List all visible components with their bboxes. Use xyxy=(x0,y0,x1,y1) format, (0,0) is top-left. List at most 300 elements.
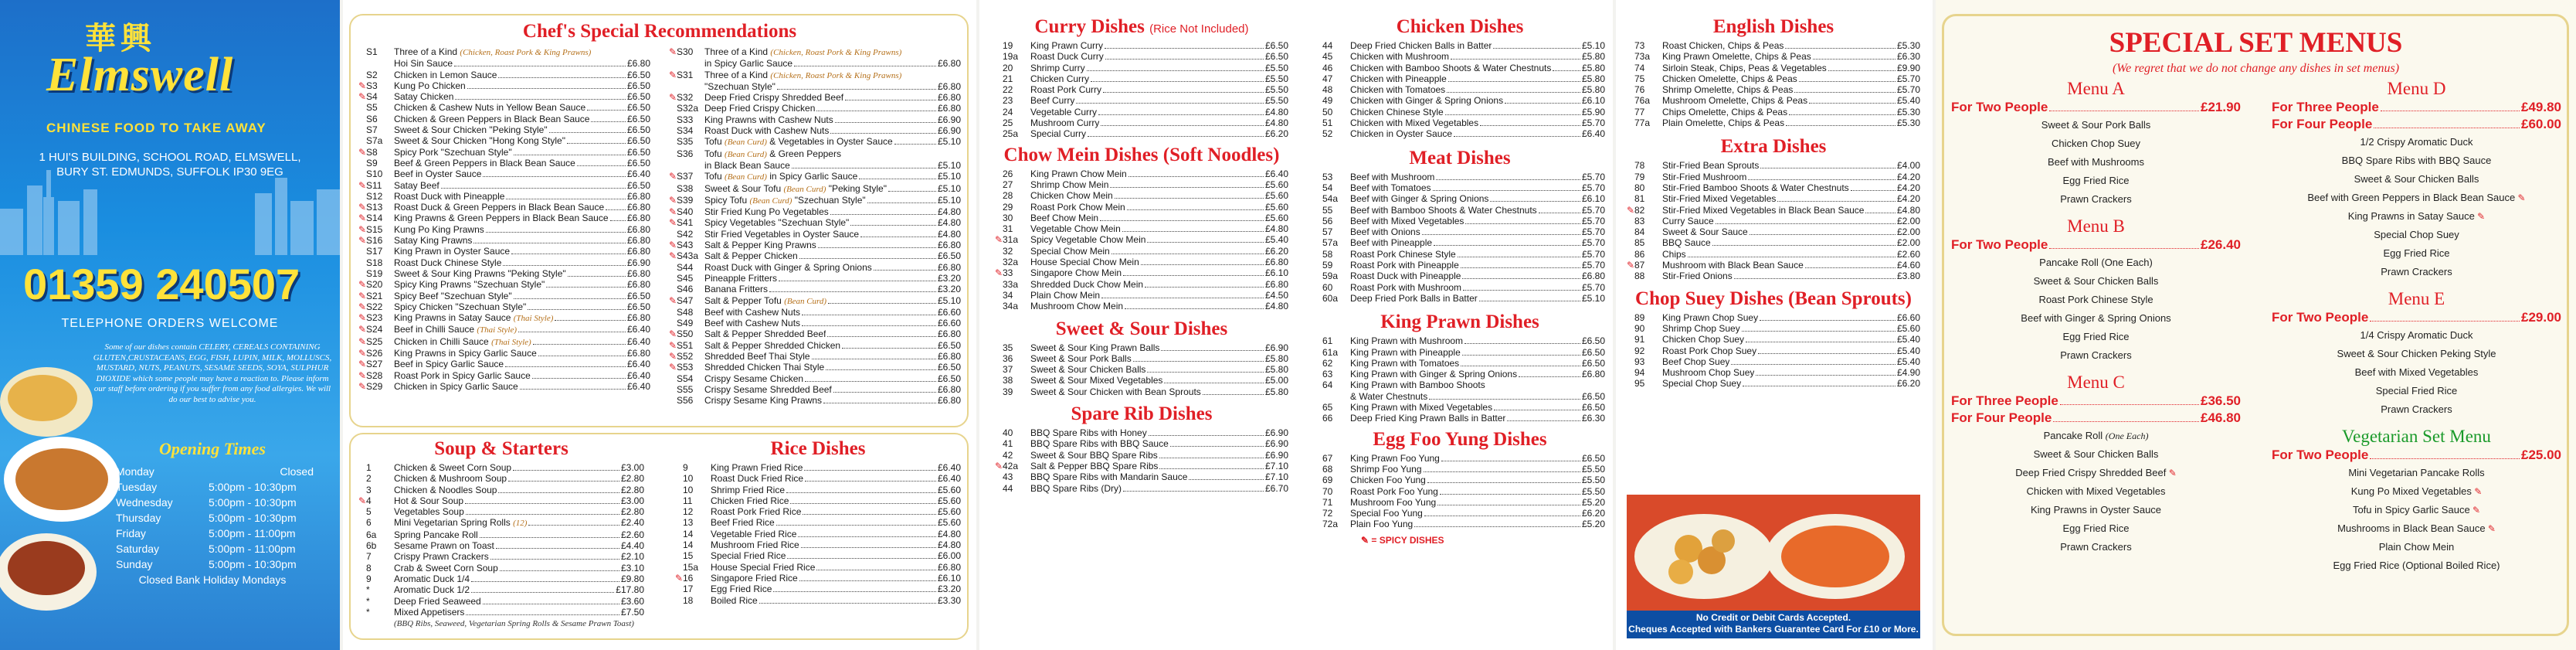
soup-rice-list xyxy=(358,434,961,629)
item-name: BBQ Spare Ribs with BBQ Sauce xyxy=(1030,438,1169,450)
menu-e-title: Menu E xyxy=(2388,289,2445,308)
time: 5:00pm - 10:30pm xyxy=(209,512,297,524)
menu-panel-3 xyxy=(979,0,1613,650)
dot-leader xyxy=(555,320,626,321)
item-name-wrap xyxy=(394,336,531,348)
menu-item-row xyxy=(995,483,1288,494)
item-name-wrap xyxy=(1350,271,1461,281)
menu-item-row xyxy=(1627,216,1920,226)
item-name-wrap xyxy=(394,80,466,91)
item-name-wrap xyxy=(704,92,843,103)
brand-tagline: CHINESE FOOD TO TAKE AWAY xyxy=(46,121,266,135)
dot-leader xyxy=(874,270,936,271)
dot-leader xyxy=(1461,267,1580,268)
dot-leader xyxy=(835,122,936,123)
item-number: S56 xyxy=(677,395,694,407)
menu-item-row xyxy=(358,370,650,381)
item-note: (Thai Style) xyxy=(513,314,554,324)
item-price: £4.80 xyxy=(1264,301,1288,312)
item-name: Sweet & Sour Chicken "Peking Style" xyxy=(394,124,548,136)
dot-leader xyxy=(1149,435,1264,436)
dot-leader xyxy=(508,481,619,482)
item-name-wrap xyxy=(704,58,792,69)
set-menu-item xyxy=(1951,519,2241,538)
menu-item-row xyxy=(1627,73,1920,84)
item-name-wrap xyxy=(1662,345,1756,356)
menu-item-row xyxy=(358,473,644,484)
item-price: £6.90 xyxy=(626,257,650,268)
item-name: Spicy Chicken "Szechuan Style" xyxy=(394,301,527,312)
item-name-wrap xyxy=(394,540,494,551)
item-name-wrap xyxy=(394,257,501,268)
item-price: £6.60 xyxy=(937,306,961,318)
item-price: £6.30 xyxy=(1581,413,1605,424)
item-number: 25 xyxy=(1003,117,1013,129)
dot-leader xyxy=(1159,468,1264,469)
item-number: 9 xyxy=(683,462,688,473)
price-value: £46.80 xyxy=(2201,410,2241,425)
item-name: Chicken & Sweet Corn Soup xyxy=(394,462,512,473)
item-price: £5.30 xyxy=(1896,40,1920,51)
set-menu-item xyxy=(2272,170,2561,189)
set-item-name: Deep Fried Crispy Shredded Beef xyxy=(2015,467,2167,478)
item-name: Stir-Fried Mixed Vegetables xyxy=(1662,193,1777,205)
chili-icon: ✎ xyxy=(995,234,1003,246)
item-number: 21 xyxy=(1003,73,1013,84)
item-price: £6.40 xyxy=(626,168,650,180)
item-name-wrap xyxy=(704,81,776,92)
item-note: (Chicken, Roast Pork & King Prawns) xyxy=(770,48,902,57)
dot-leader xyxy=(1463,290,1580,291)
menu-item-row xyxy=(669,340,961,351)
menu-item-row xyxy=(995,301,1288,311)
item-name-wrap xyxy=(394,485,497,495)
dot-leader xyxy=(514,298,626,299)
item-name-wrap xyxy=(1662,63,1827,73)
item-number: 15a xyxy=(683,561,699,573)
item-name-wrap xyxy=(704,262,872,273)
item-name-wrap xyxy=(1350,413,1505,424)
set-menu-item xyxy=(2272,519,2561,538)
item-name: Chicken Fried Rice xyxy=(711,495,789,506)
item-name-wrap xyxy=(1350,486,1438,497)
item-number: 16 xyxy=(683,572,694,584)
dot-leader xyxy=(867,202,936,203)
spare-items xyxy=(995,427,1288,494)
item-name: Stir-Fried Mixed Vegetables in Black Bean Sauce xyxy=(1662,204,1865,216)
menu-item-row xyxy=(358,485,644,495)
item-name: Satay King Prawns xyxy=(394,235,473,247)
item-name-wrap xyxy=(1350,369,1517,379)
item-name: King Prawn with Mixed Vegetables xyxy=(1350,402,1493,413)
item-price: £2.60 xyxy=(620,529,644,540)
item-price: £5.70 xyxy=(1896,73,1920,84)
rice-items xyxy=(675,462,961,606)
item-price: £6.50 xyxy=(626,113,650,124)
item-name-wrap xyxy=(1662,117,1784,128)
item-name: BBQ Spare Ribs with Mandarin Sauce xyxy=(1030,471,1188,483)
menu-item-row xyxy=(995,246,1288,257)
hours-row xyxy=(116,495,324,510)
item-price: £4.80 xyxy=(1896,204,1920,216)
menu-item-row xyxy=(358,529,644,540)
item-name: Roast Duck with Cashew Nuts xyxy=(704,125,830,137)
item-name-wrap xyxy=(704,384,832,395)
menu-item-row xyxy=(1627,334,1920,345)
dot-leader xyxy=(805,381,936,382)
item-name-wrap xyxy=(394,102,585,113)
item-number: 76 xyxy=(1634,84,1645,96)
set-menu-item xyxy=(2272,464,2561,482)
item-number: S37 xyxy=(677,171,694,182)
item-number: S54 xyxy=(677,373,694,384)
item-name-wrap xyxy=(1662,205,1864,216)
chili-icon: ✎ xyxy=(358,279,367,291)
menu-item-row xyxy=(1627,345,1920,356)
dot-leader xyxy=(827,336,936,337)
dot-leader xyxy=(455,99,626,100)
item-price: £6.80 xyxy=(626,279,650,291)
dot-leader xyxy=(1105,48,1264,49)
time: 5:00pm - 10:30pm xyxy=(209,481,297,493)
item-price: £6.20 xyxy=(1264,128,1288,140)
item-name: Crispy Sesame Shredded Beef xyxy=(704,383,832,395)
dot-leader xyxy=(1105,59,1264,60)
item-name: Satay Chicken xyxy=(394,91,454,103)
item-name: Singapore Chow Mein xyxy=(1030,267,1122,279)
dot-leader xyxy=(1203,394,1264,395)
dot-leader xyxy=(1462,278,1580,279)
item-number: 89 xyxy=(1634,311,1645,323)
dot-leader xyxy=(833,392,936,393)
menu-item-row xyxy=(358,257,650,268)
menu-item-row xyxy=(1627,193,1920,204)
item-price: £5.70 xyxy=(1581,281,1605,293)
set-menu-item xyxy=(2272,226,2561,244)
item-price: £5.70 xyxy=(1581,204,1605,216)
item-number: 76a xyxy=(1634,95,1651,107)
time: 5:00pm - 10:30pm xyxy=(209,558,297,570)
item-name-wrap xyxy=(704,136,893,148)
set-item-name: Egg Fried Rice xyxy=(2383,247,2450,259)
dot-leader xyxy=(759,603,936,604)
item-number: S5 xyxy=(366,102,378,114)
item-number: S36 xyxy=(677,148,694,159)
dot-leader xyxy=(799,258,936,259)
item-name-wrap xyxy=(1350,282,1461,293)
spare-title: Spare Rib Dishes xyxy=(1071,403,1213,425)
dot-leader xyxy=(1712,245,1896,246)
item-name: King Prawn with Mushroom xyxy=(1350,335,1464,347)
item-number: 51 xyxy=(1322,117,1333,129)
item-name-wrap xyxy=(1030,40,1103,51)
item-note: (Chicken, Roast Pork & King Prawns) xyxy=(770,70,902,80)
dot-leader xyxy=(804,470,936,471)
item-number: 9 xyxy=(366,573,372,584)
dot-leader xyxy=(1127,209,1264,210)
item-name-wrap xyxy=(704,160,790,171)
item-number: 62 xyxy=(1322,357,1333,369)
menu-item-row xyxy=(669,384,961,395)
item-name-wrap xyxy=(1030,117,1099,128)
item-name-wrap xyxy=(711,517,775,528)
rice-column xyxy=(675,434,961,629)
set-item-name: Sweet & Sour Chicken Balls xyxy=(2354,173,2479,185)
item-number: 61 xyxy=(1322,335,1333,347)
item-price: £6.50 xyxy=(626,69,650,80)
dot-leader xyxy=(466,614,619,615)
dot-leader xyxy=(803,514,936,515)
item-name-wrap xyxy=(1662,237,1711,248)
item-name-wrap xyxy=(1350,237,1432,248)
item-price: £5.60 xyxy=(1896,322,1920,334)
menu-item-row xyxy=(669,183,961,195)
dot-leader xyxy=(490,559,619,560)
chili-icon: ✎ xyxy=(669,46,677,57)
dot-leader xyxy=(567,143,626,144)
item-price: £5.50 xyxy=(1581,485,1605,497)
item-price: £6.80 xyxy=(937,383,961,395)
item-number: S29 xyxy=(366,380,383,392)
menu-item-row xyxy=(358,114,650,124)
menu-item-row xyxy=(669,229,961,240)
dot-leader xyxy=(1147,372,1264,373)
item-name-wrap xyxy=(1350,508,1423,519)
item-price: £6.80 xyxy=(626,58,650,70)
item-name-wrap xyxy=(394,348,537,359)
item-name-wrap xyxy=(1350,182,1431,193)
menu-item-row xyxy=(995,179,1288,190)
item-price: £3.80 xyxy=(1896,271,1920,282)
item-price: £6.80 xyxy=(626,202,650,213)
item-name: Mushroom Curry xyxy=(1030,117,1100,129)
item-price: £6.80 xyxy=(626,267,650,279)
item-number: S30 xyxy=(677,46,694,57)
item-price: £4.80 xyxy=(937,528,961,539)
item-price: £6.80 xyxy=(937,561,961,573)
item-name: Chicken & Mushroom Soup xyxy=(394,473,507,485)
chili-icon: ✎ xyxy=(358,223,367,235)
item-name-wrap xyxy=(394,124,548,135)
menu-item-row xyxy=(995,353,1288,364)
menu-c-price-four xyxy=(1951,410,2241,427)
item-price: £5.60 xyxy=(937,506,961,518)
item-price: £6.60 xyxy=(937,318,961,329)
set-menus-title: SPECIAL SET MENUS xyxy=(2109,27,2403,59)
item-number: S43a xyxy=(677,250,699,262)
chili-icon: ✎ xyxy=(669,69,677,80)
item-name: Three of a Kind xyxy=(704,69,769,80)
item-price: £6.50 xyxy=(626,290,650,301)
menu-item-row xyxy=(669,307,961,318)
item-number: S42 xyxy=(677,228,694,240)
dot-leader xyxy=(532,378,626,379)
item-name: Chicken with Tomatoes xyxy=(1350,84,1446,96)
set-item-name: Sweet & Sour Pork Balls xyxy=(2041,119,2151,131)
day: Wednesday xyxy=(116,496,173,509)
item-number: S17 xyxy=(366,246,383,257)
day: Thursday xyxy=(116,512,161,524)
address-line-1: 1 HUI'S BUILDING, SCHOOL ROAD, ELMSWELL, xyxy=(39,151,301,164)
item-name: Sesame Prawn on Toast xyxy=(394,540,494,552)
item-name: Beef with Pineapple xyxy=(1350,237,1433,249)
menu-item-row xyxy=(1315,193,1605,204)
dot-leader xyxy=(505,366,626,367)
menu-item-row xyxy=(669,206,961,217)
item-price: £5.20 xyxy=(1581,496,1605,508)
item-name-wrap xyxy=(1350,519,1413,529)
item-name: Kung Po King Prawns xyxy=(394,223,484,235)
menu-item-row xyxy=(1315,63,1605,73)
dot-leader xyxy=(577,165,626,166)
item-price: £2.80 xyxy=(620,484,644,495)
item-number: S41 xyxy=(677,217,694,229)
item-price: £5.70 xyxy=(1581,171,1605,182)
item-number: 27 xyxy=(1003,179,1013,190)
item-name-wrap xyxy=(1350,63,1551,73)
dot-leader xyxy=(1101,125,1264,126)
item-name-wrap xyxy=(711,462,803,473)
item-price: £6.40 xyxy=(626,324,650,335)
dot-leader xyxy=(1507,420,1580,421)
curry-note: (Rice Not Included) xyxy=(1149,22,1249,36)
hours-row xyxy=(116,479,324,495)
item-number: S12 xyxy=(366,190,383,202)
item-name-wrap xyxy=(704,206,829,217)
menu-item-row xyxy=(1627,40,1920,51)
item-price: £5.80 xyxy=(1581,51,1605,63)
item-price: £4.80 xyxy=(1264,106,1288,117)
item-note: (Thai Style) xyxy=(491,337,531,347)
item-number: S38 xyxy=(677,182,694,194)
item-name-wrap xyxy=(394,607,464,618)
menu-panel-4 xyxy=(1616,0,1933,650)
item-price: £6.80 xyxy=(937,351,961,362)
item-name-wrap xyxy=(1030,290,1100,301)
item-price: £6.80 xyxy=(626,312,650,324)
dot-leader xyxy=(1809,103,1896,104)
set-item-name: Sweet & Sour Chicken Peking Style xyxy=(2337,348,2496,359)
item-name-wrap xyxy=(711,485,785,495)
menu-item-row xyxy=(995,471,1288,482)
set-menu-item xyxy=(1951,153,2241,172)
spicy-legend-text: = SPICY DISHES xyxy=(1371,534,1444,546)
price-value: £26.40 xyxy=(2201,237,2241,252)
time: 5:00pm - 11:00pm xyxy=(209,543,296,555)
set-item-name: Egg Fried Rice xyxy=(2062,331,2130,342)
menu-item-row xyxy=(358,540,644,551)
item-name-wrap xyxy=(704,351,810,362)
item-name-wrap xyxy=(394,462,511,473)
item-name: Chicken with Ginger & Spring Onions xyxy=(1350,95,1504,107)
set-item-name: Prawn Crackers xyxy=(2060,541,2132,553)
item-price: £6.80 xyxy=(626,348,650,359)
set-item-name: Tofu in Spicy Garlic Sauce xyxy=(2352,504,2470,516)
dot-leader xyxy=(467,88,626,89)
item-price: £2.80 xyxy=(620,473,644,485)
chili-icon: ✎ xyxy=(2469,505,2481,516)
dot-leader xyxy=(786,492,936,493)
menu-e-items xyxy=(2272,326,2561,419)
item-price: £5.50 xyxy=(1581,463,1605,475)
item-name-wrap xyxy=(1030,267,1122,278)
dot-leader xyxy=(1422,234,1580,235)
time: Closed xyxy=(280,465,314,478)
item-number: S18 xyxy=(366,257,383,268)
item-name: Roast Pork Chinese Style xyxy=(1350,248,1456,260)
item-name: Special Curry xyxy=(1030,128,1087,140)
chili-icon: ✎ xyxy=(675,572,684,584)
item-name: Chicken & Noodles Soup xyxy=(394,484,497,495)
menu-item-row xyxy=(358,584,644,595)
item-price: £4.20 xyxy=(1896,193,1920,205)
dot-leader xyxy=(787,558,936,559)
phone-number[interactable]: 01359 240507 xyxy=(23,260,300,308)
menu-a-price xyxy=(1951,99,2241,116)
item-name: King Prawns in Spicy Garlic Sauce xyxy=(394,348,537,359)
item-price: £5.80 xyxy=(1581,84,1605,96)
item-number: S50 xyxy=(677,328,694,340)
item-name-wrap xyxy=(1662,312,1758,323)
item-number: 36 xyxy=(1003,352,1013,364)
set-menu-item xyxy=(2272,207,2561,226)
vegetarian-menu-price xyxy=(2272,447,2561,464)
item-price: £4.80 xyxy=(937,228,961,240)
item-name-wrap xyxy=(1350,40,1492,51)
item-name-wrap xyxy=(704,250,798,261)
item-name: Roast Pork Chow Mein xyxy=(1030,201,1125,213)
dot-leader xyxy=(1447,92,1580,93)
item-price: £5.60 xyxy=(937,517,961,529)
item-number: 83 xyxy=(1634,215,1645,226)
item-name-wrap xyxy=(394,58,453,69)
chowmein-title: Chow Mein Dishes (Soft Noodles) xyxy=(1003,144,1280,165)
item-price: £6.50 xyxy=(626,124,650,136)
item-number: 42 xyxy=(1003,449,1013,461)
set-menu-item xyxy=(1951,116,2241,134)
item-price: £5.60 xyxy=(937,484,961,495)
menu-item-row xyxy=(358,607,644,618)
item-price: £5.40 xyxy=(1896,334,1920,345)
item-name-wrap xyxy=(1030,95,1074,106)
dot-leader xyxy=(520,389,626,390)
item-number: 40 xyxy=(1003,427,1013,439)
item-number: S23 xyxy=(366,312,383,324)
item-number: S7 xyxy=(366,124,378,136)
menu-item-row xyxy=(358,268,650,279)
menu-item-row xyxy=(995,342,1288,353)
item-note: (Bean Curd) xyxy=(725,138,767,148)
set-item-name: Sweet & Sour Chicken Balls xyxy=(2033,275,2159,287)
item-price: £6.40 xyxy=(1264,168,1288,179)
dot-leader xyxy=(1748,179,1896,180)
menu-item-row xyxy=(358,312,650,324)
item-name-wrap xyxy=(704,318,800,328)
menu-b-price xyxy=(1951,237,2241,254)
item-name-wrap xyxy=(1030,257,1139,267)
item-price: £4.80 xyxy=(1264,117,1288,129)
item-note: (Bean Curd) xyxy=(784,296,827,306)
menu-item-row xyxy=(675,584,961,594)
item-number: 33a xyxy=(1003,278,1019,290)
chef-left-column xyxy=(358,46,650,407)
item-price: £5.40 xyxy=(1896,95,1920,107)
item-number: 31 xyxy=(1003,223,1013,235)
item-name-wrap xyxy=(394,268,566,279)
dot-leader xyxy=(498,492,619,493)
set-menu-item xyxy=(1951,172,2241,190)
item-name: Plain Foo Yung xyxy=(1350,519,1414,530)
